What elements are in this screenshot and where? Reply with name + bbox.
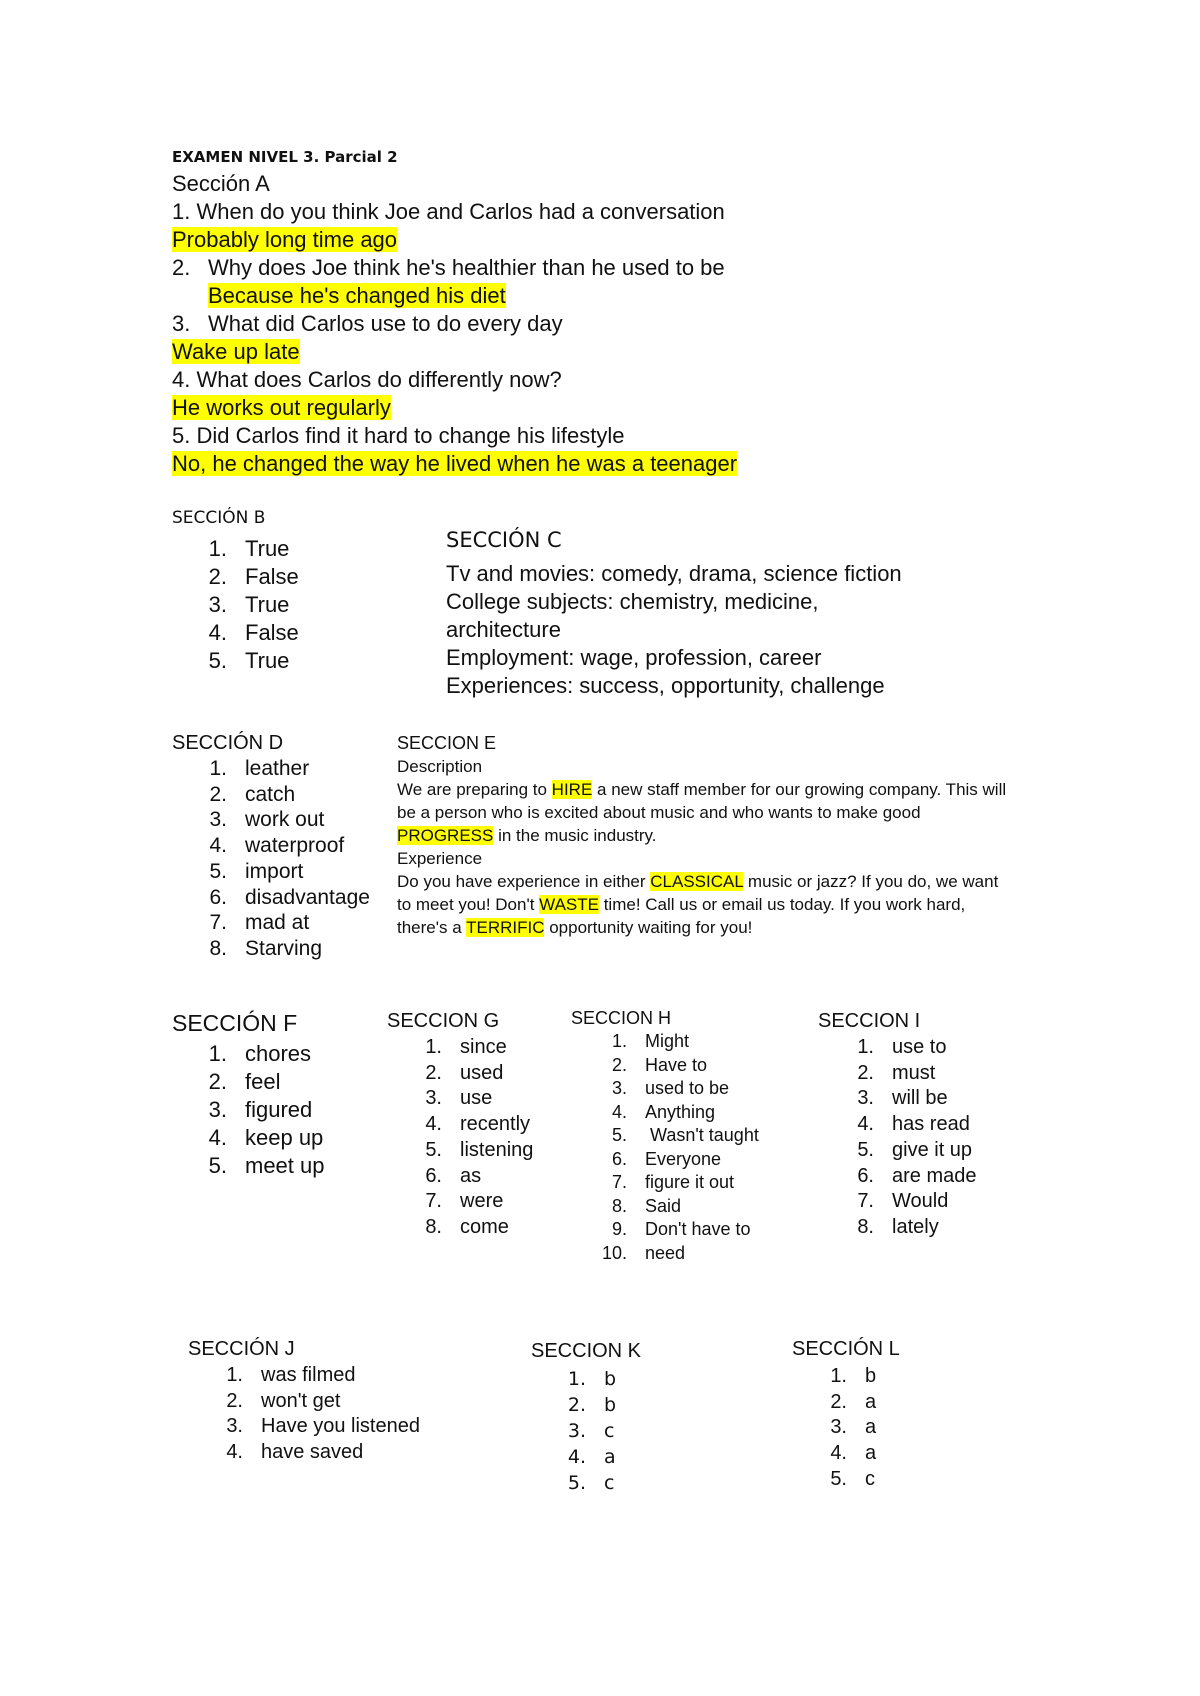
list-item: 3. figured <box>208 1097 313 1122</box>
list-item: 5. import <box>209 859 304 883</box>
section-g-heading: SECCION G <box>387 1010 500 1032</box>
list-item: 6. as <box>425 1164 482 1187</box>
list-item: 1. chores <box>208 1041 312 1066</box>
list-item: 7. Would <box>857 1190 949 1213</box>
section-c-line: Tv and movies: comedy, drama, science fiction <box>446 561 902 586</box>
list-item: 4. has read <box>857 1113 970 1136</box>
section-c-line: Experiences: success, opportunity, challenge <box>446 673 885 698</box>
list-item: 8. Said <box>611 1195 682 1216</box>
section-e-paragraph: Do you have experience in either CLASSICAL music or jazz? If you do, we want to meet you! Don't WASTE time! Call us or email us today. If you work hard, there's a TERRIFIC opportunity waiting for you! <box>397 872 999 937</box>
list-item: 9. Don't have to <box>611 1219 751 1239</box>
section-c-heading: SECCIÓN C <box>446 528 562 552</box>
section-g-list <box>425 1035 534 1241</box>
list-item: 2. Have to <box>611 1054 708 1075</box>
section-j-list <box>226 1363 420 1466</box>
list-item: 7. were <box>425 1190 504 1213</box>
list-item: 1. since <box>425 1036 507 1058</box>
list-item: 2. catch <box>209 782 296 806</box>
list-item: 5. meet up <box>208 1153 325 1178</box>
section-e-subheading: Description <box>397 757 483 776</box>
section-c-line: architecture <box>446 617 561 642</box>
section-j-heading: SECCIÓN J <box>188 1338 295 1360</box>
question-2: 2. Why does Joe think he's healthier than he used to be <box>172 255 725 280</box>
list-item: 10. need <box>601 1242 686 1263</box>
list-item: 1. leather <box>209 757 310 780</box>
list-item: 3. used to be <box>611 1078 730 1098</box>
list-item: 3. Have you listened <box>226 1415 420 1438</box>
list-item: 5. c <box>830 1467 875 1490</box>
section-b-list <box>208 535 299 675</box>
list-item: 8. lately <box>857 1215 939 1238</box>
answer-4: He works out regularly <box>172 395 391 420</box>
answer-2: Because he's changed his diet <box>208 283 506 308</box>
section-e-subheading: Experience <box>397 849 483 868</box>
section-l-heading: SECCIÓN L <box>792 1338 900 1360</box>
list-item: 1. True <box>208 536 290 561</box>
list-item: 5. listening <box>425 1138 534 1161</box>
list-item: 3. a <box>830 1416 877 1439</box>
list-item: 4. a <box>567 1446 616 1468</box>
list-item: 2. False <box>208 564 299 589</box>
section-i-list <box>857 1035 977 1241</box>
list-item: 6. Everyone <box>611 1148 722 1169</box>
list-item: 3. c <box>567 1420 615 1442</box>
list-item: 2. feel <box>208 1069 281 1094</box>
section-k-list <box>567 1366 617 1496</box>
list-item: 5. Wasn't taught <box>611 1125 759 1145</box>
list-item: 4. waterproof <box>209 834 345 858</box>
list-item: 5. give it up <box>857 1138 973 1161</box>
list-item: 8. come <box>425 1215 509 1238</box>
list-item: 1. b <box>830 1365 877 1387</box>
list-item: 4. keep up <box>208 1125 324 1150</box>
question-3: 3. What did Carlos use to do every day <box>172 311 563 336</box>
list-item: 7. figure it out <box>611 1172 735 1192</box>
list-item: 1. Might <box>611 1031 690 1051</box>
section-i-heading: SECCION I <box>818 1010 921 1032</box>
list-item: 1. was filmed <box>226 1364 356 1386</box>
section-a-heading: Sección A <box>172 171 270 196</box>
answer-5: No, he changed the way he lived when he was a teenager <box>172 451 738 476</box>
section-b-heading: SECCIÓN B <box>172 508 266 528</box>
list-item: 5. True <box>208 648 290 673</box>
list-item: 2. must <box>857 1061 936 1084</box>
list-item: 3. use <box>425 1087 493 1110</box>
section-e-heading: SECCION E <box>397 733 497 753</box>
list-item: 2. b <box>567 1394 617 1416</box>
answer-1: Probably long time ago <box>172 227 398 252</box>
section-f-heading: SECCIÓN F <box>172 1010 298 1036</box>
list-item: 2. used <box>425 1061 504 1084</box>
list-item: 2. won't get <box>226 1389 341 1412</box>
section-e <box>397 732 1157 939</box>
section-h-heading: SECCION H <box>571 1008 672 1028</box>
exam-title: EXAMEN NIVEL 3. Parcial 2 <box>172 148 398 166</box>
list-item: 4. a <box>830 1442 877 1465</box>
section-h-list <box>601 1030 759 1265</box>
question-5: 5. Did Carlos find it hard to change his lifestyle <box>172 423 625 448</box>
list-item: 7. mad at <box>209 911 310 935</box>
list-item: 4. recently <box>425 1113 531 1136</box>
section-c-line: Employment: wage, profession, career <box>446 645 822 670</box>
list-item: 5. c <box>567 1472 615 1494</box>
question-4: 4. What does Carlos do differently now? <box>172 367 562 392</box>
list-item: 6. disadvantage <box>209 885 370 909</box>
list-item: 1. use to <box>857 1036 947 1058</box>
section-k-heading: SECCION K <box>531 1340 642 1362</box>
list-item: 6. are made <box>857 1164 977 1187</box>
section-e-paragraph: We are preparing to HIRE a new staff member for our growing company. This will be a person who is excited about music and who wants to make good PROGRESS in the music industry. <box>397 780 1007 845</box>
list-item: 3. work out <box>209 808 325 832</box>
section-c <box>446 560 902 700</box>
answer-3: Wake up late <box>172 339 300 364</box>
section-d-list <box>209 756 370 962</box>
list-item: 3. True <box>208 592 290 617</box>
section-d-heading: SECCIÓN D <box>172 732 284 754</box>
list-item: 3. will be <box>857 1087 948 1110</box>
section-l-list <box>830 1364 877 1493</box>
section-a <box>172 170 737 478</box>
list-item: 4. have saved <box>226 1441 364 1464</box>
section-c-line: College subjects: chemistry, medicine, <box>446 589 819 614</box>
list-item: 8. Starving <box>209 936 323 960</box>
list-item: 1. b <box>567 1368 617 1390</box>
question-1: 1. When do you think Joe and Carlos had a conversation <box>172 199 725 224</box>
list-item: 2. a <box>830 1390 877 1413</box>
section-f-list <box>208 1040 325 1180</box>
list-item: 4. False <box>208 620 299 645</box>
list-item: 4. Anything <box>611 1101 716 1122</box>
